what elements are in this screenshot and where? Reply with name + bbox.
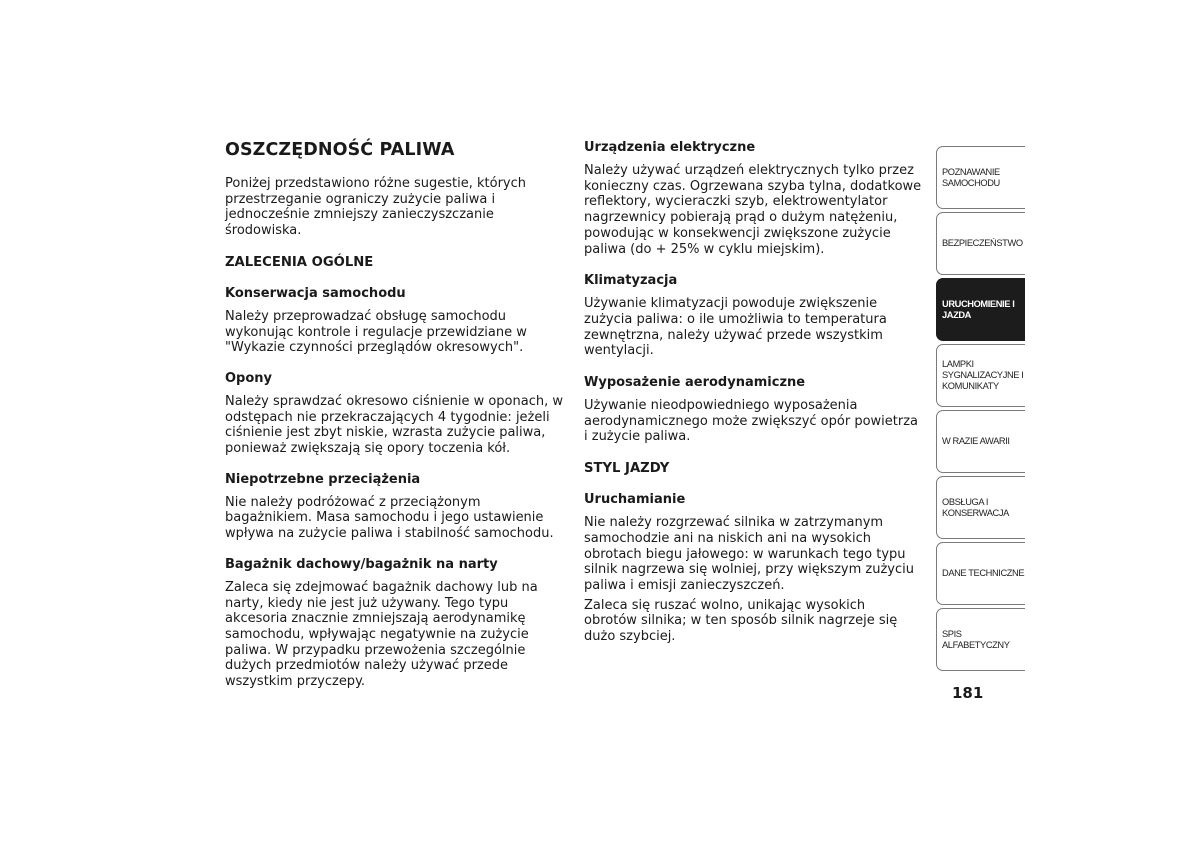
section-heading-driving-style: STYL JAZDY	[584, 461, 670, 477]
paragraph-roof-rack: Zaleca się zdejmować bagażnik dachowy lub na narty, kiedy nie jest już używany. Tego typu akcesoria znacznie zmniejszają aerodynamikę samochodu, wpływając negatywnie na zużycie paliwa. W przypadku przewożenia szczególnie dużych przedmiotów należy używać przede wszystkim przyczepy.	[225, 579, 538, 690]
paragraph-tyres: Należy sprawdzać okresowo ciśnienie w oponach, w odstępach nie przekraczających 4 tygodnie: jeżeli ciśnienie jest zbyt niskie, wzrasta zużycie paliwa, ponieważ zwiększają się opory toczenia kół.	[225, 393, 563, 457]
paragraph-overload: Nie należy podróżować z przeciążonym bagażnikiem. Masa samochodu i jego ustawienie wpływa na zużycie paliwa i stabilność samochodu.	[225, 494, 554, 542]
tab-maintenance[interactable]	[936, 476, 1025, 539]
chapter-tabs	[936, 146, 1025, 674]
section-heading-general: ZALECENIA OGÓLNE	[225, 254, 374, 270]
tab-safety[interactable]	[936, 212, 1025, 275]
paragraph-electrical: Należy używać urządzeń elektrycznych tylko przez konieczny czas. Ogrzewana szyba tylna, dodatkowe reflektory, wycieraczki szyb, elektrowentylator nagrzewnicy pobierają prąd o dużym natężeniu, powodując w konsekwencji zwiększone zużycie paliwa (do + 25% w cyklu miejskim).	[584, 163, 922, 257]
tab-technical-data[interactable]	[936, 542, 1025, 605]
subheading-air-conditioning: Klimatyzacja	[584, 273, 678, 289]
tab-index[interactable]	[936, 608, 1025, 671]
tab-label: LAMPKI SYGNALIZACYJNE I KOMUNIKATY	[942, 359, 1024, 391]
tab-label: OBSŁUGA I KONSERWACJA	[942, 496, 1009, 518]
tab-emergency[interactable]	[936, 410, 1025, 473]
tab-label: DANE TECHNICZNE	[942, 568, 1025, 578]
subheading-roof-rack: Bagażnik dachowy/bagażnik na narty	[225, 556, 498, 572]
left-column	[225, 140, 563, 705]
tab-label: POZNAWANIE SAMOCHODU	[942, 166, 1000, 188]
tab-starting-driving[interactable]	[936, 278, 1025, 341]
intro-paragraph: Poniżej przedstawiono różne sugestie, których przestrzeganie ograniczy zużycie paliwa i jednocześnie zmniejszy zanieczyszczanie środowiska.	[225, 176, 526, 239]
tab-label: SPIS ALFABETYCZNY	[942, 628, 1010, 650]
paragraph-air-conditioning: Używanie klimatyzacji powoduje zwiększenie zużycia paliwa: o ile umożliwia to temperatura zewnętrzna, należy używać przede wszystkim wentylacji.	[584, 296, 887, 359]
subheading-tyres: Opony	[225, 370, 273, 386]
page-title: OSZCZĘDNOŚĆ PALIWA	[225, 140, 455, 160]
right-column	[584, 140, 922, 661]
tab-label: W RAZIE AWARII	[942, 436, 1010, 446]
paragraph-aerodynamic: Używanie nieodpowiedniego wyposażenia aerodynamicznego może zwiększyć opór powietrza i zużycie paliwa.	[584, 398, 919, 445]
subheading-maintenance: Konserwacja samochodu	[225, 285, 406, 301]
paragraph-maintenance: Należy przeprowadzać obsługę samochodu wykonując kontrole i regulacje przewidziane w "Wykazie czynności przeglądów okresowych".	[225, 308, 527, 356]
tab-label: URUCHOMIENIE I JAZDA	[942, 298, 1015, 320]
tab-warning-lights[interactable]	[936, 344, 1025, 407]
subheading-electrical: Urządzenia elektryczne	[584, 140, 756, 155]
subheading-starting: Uruchamianie	[584, 492, 686, 508]
page-number: 181	[952, 684, 984, 702]
tab-getting-to-know[interactable]	[936, 146, 1025, 209]
subheading-overload: Niepotrzebne przeciążenia	[225, 471, 421, 487]
paragraph-starting-1: Nie należy rozgrzewać silnika w zatrzymanym samochodzie ani na niskich ani na wysokich obrotach biegu jałowego: w warunkach tego typu silnik nagrzewa się wolniej, przy większym zużyciu paliwa i emisji zanieczyszczeń.	[584, 515, 914, 593]
subheading-aerodynamic: Wyposażenie aerodynamiczne	[584, 375, 806, 391]
tab-label: BEZPIECZEŃSTWO	[942, 238, 1023, 248]
paragraph-starting-2: Zaleca się ruszać wolno, unikając wysokich obrotów silnika; w ten sposób silnik nagrzeje się dużo szybciej.	[584, 597, 898, 645]
